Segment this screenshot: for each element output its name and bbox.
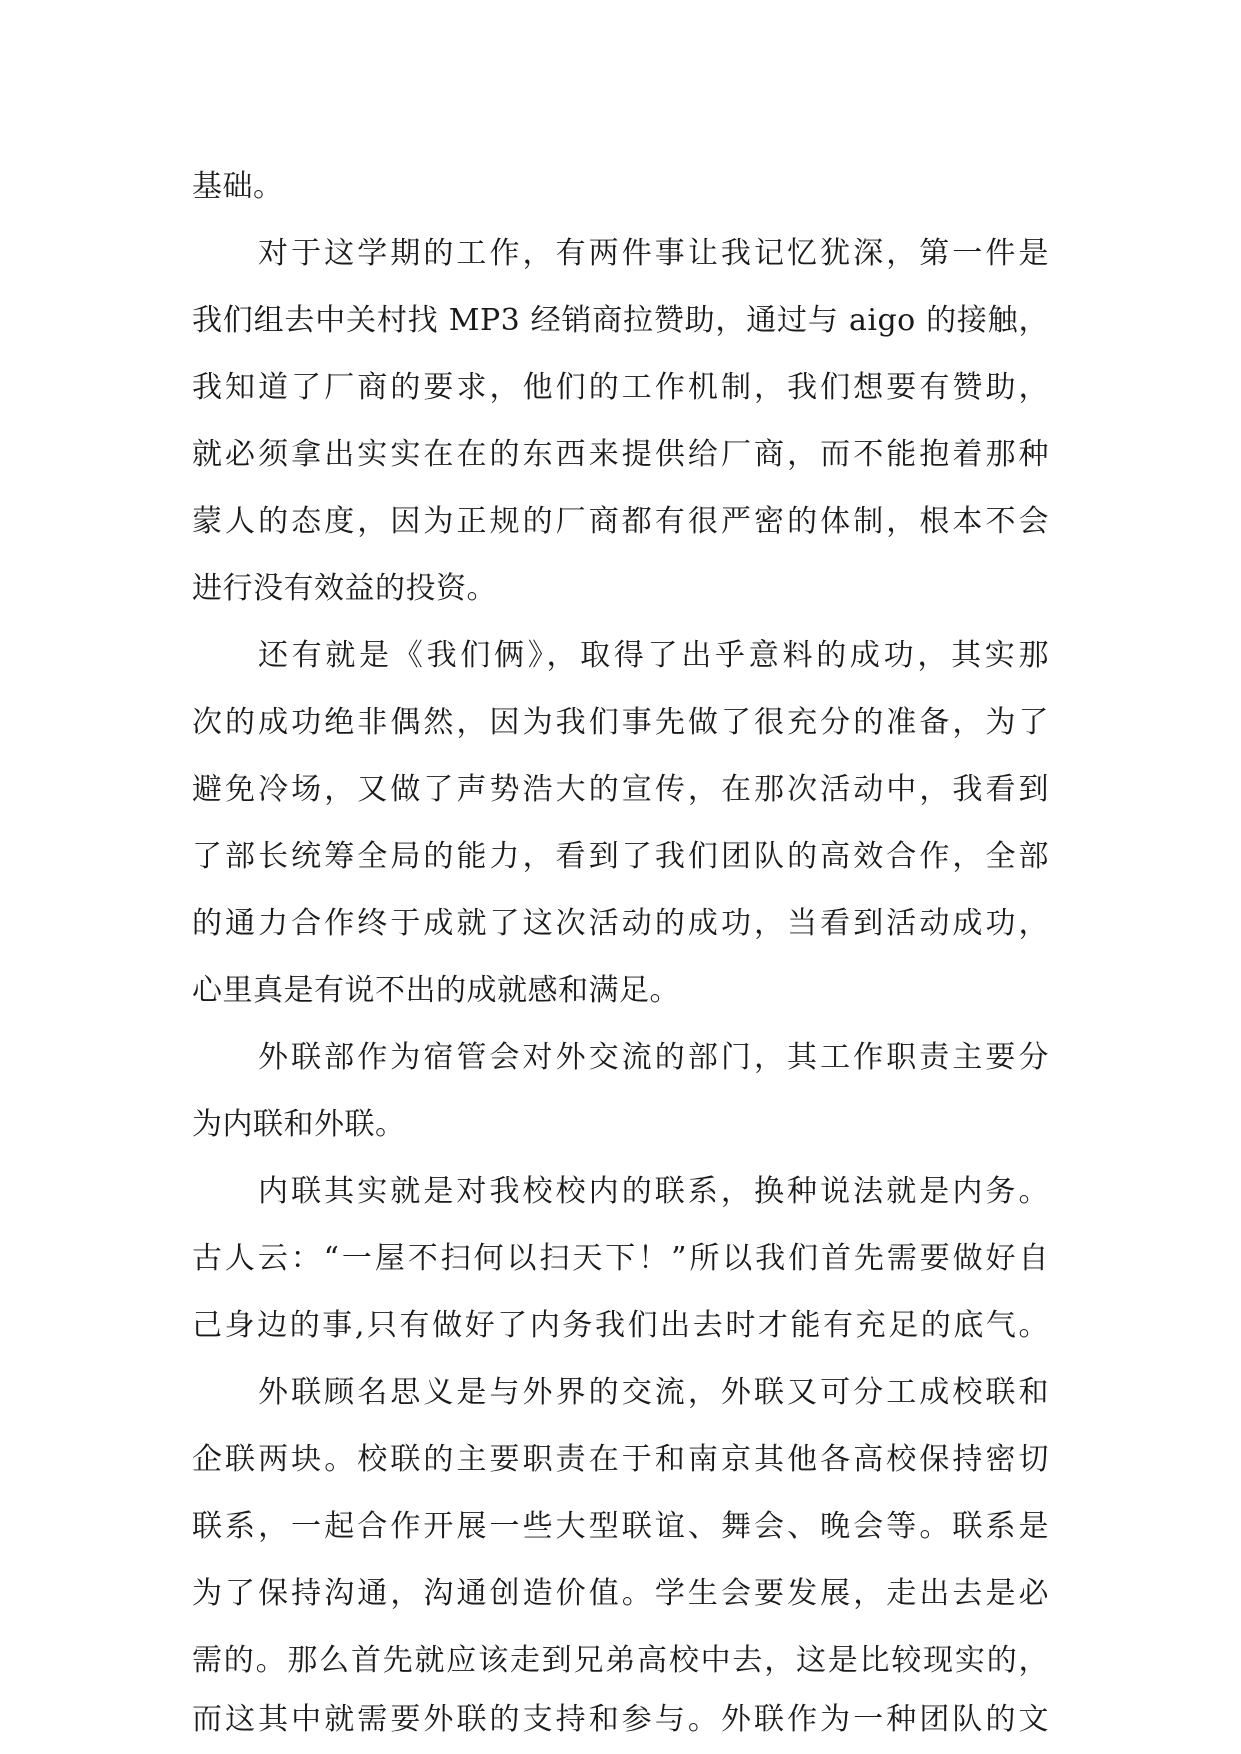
text-line: 我们组去中关村找 MP3 经销商拉赞助，通过与 aigo 的接触， xyxy=(192,303,1049,338)
text-line: 避免冷场，又做了声势浩大的宣传，在那次活动中，我看到 xyxy=(192,772,1049,807)
text-line: 的通力合作终于成就了这次活动的成功，当看到活动成功， xyxy=(192,906,1049,941)
text-line: 古人云：“一屋不扫何以扫天下！”所以我们首先需要做好自 xyxy=(192,1241,1049,1276)
text-line: 外联部作为宿管会对外交流的部门，其工作职责主要分 xyxy=(258,1040,1049,1075)
text-line: 外联顾名思义是与外界的交流，外联又可分工成校联和 xyxy=(258,1375,1049,1410)
text-line: 次的成功绝非偶然，因为我们事先做了很充分的准备，为了 xyxy=(192,705,1049,740)
text-line: 而这其中就需要外联的支持和参与。外联作为一种团队的文 xyxy=(192,1702,1049,1737)
text-line: 就必须拿出实实在在的东西来提供给厂商，而不能抱着那种 xyxy=(192,437,1049,472)
text-line: 己身边的事,只有做好了内务我们出去时才能有充足的底气。 xyxy=(192,1308,1049,1343)
text-line: 为内联和外联。 xyxy=(192,1107,406,1142)
text-line: 我知道了厂商的要求，他们的工作机制，我们想要有赞助， xyxy=(192,370,1049,405)
text-line: 心里真是有说不出的成就感和满足。 xyxy=(192,973,680,1008)
text-line: 内联其实就是对我校校内的联系，换种说法就是内务。 xyxy=(258,1174,1049,1209)
text-line: 对于这学期的工作，有两件事让我记忆犹深，第一件是 xyxy=(258,236,1049,271)
text-line: 需的。那么首先就应该走到兄弟高校中去，这是比较现实的， xyxy=(192,1643,1049,1678)
text-line: 企联两块。校联的主要职责在于和南京其他各高校保持密切 xyxy=(192,1442,1049,1477)
text-line: 蒙人的态度，因为正规的厂商都有很严密的体制，根本不会 xyxy=(192,504,1049,539)
text-line: 基础。 xyxy=(192,169,284,204)
text-line: 还有就是《我们俩》，取得了出乎意料的成功，其实那 xyxy=(258,638,1049,673)
text-line: 了部长统筹全局的能力，看到了我们团队的高效合作，全部 xyxy=(192,839,1049,874)
text-line: 为了保持沟通，沟通创造价值。学生会要发展，走出去是必 xyxy=(192,1576,1049,1611)
text-line: 联系，一起合作开展一些大型联谊、舞会、晚会等。联系是 xyxy=(192,1509,1049,1544)
text-line: 进行没有效益的投资。 xyxy=(192,571,497,606)
